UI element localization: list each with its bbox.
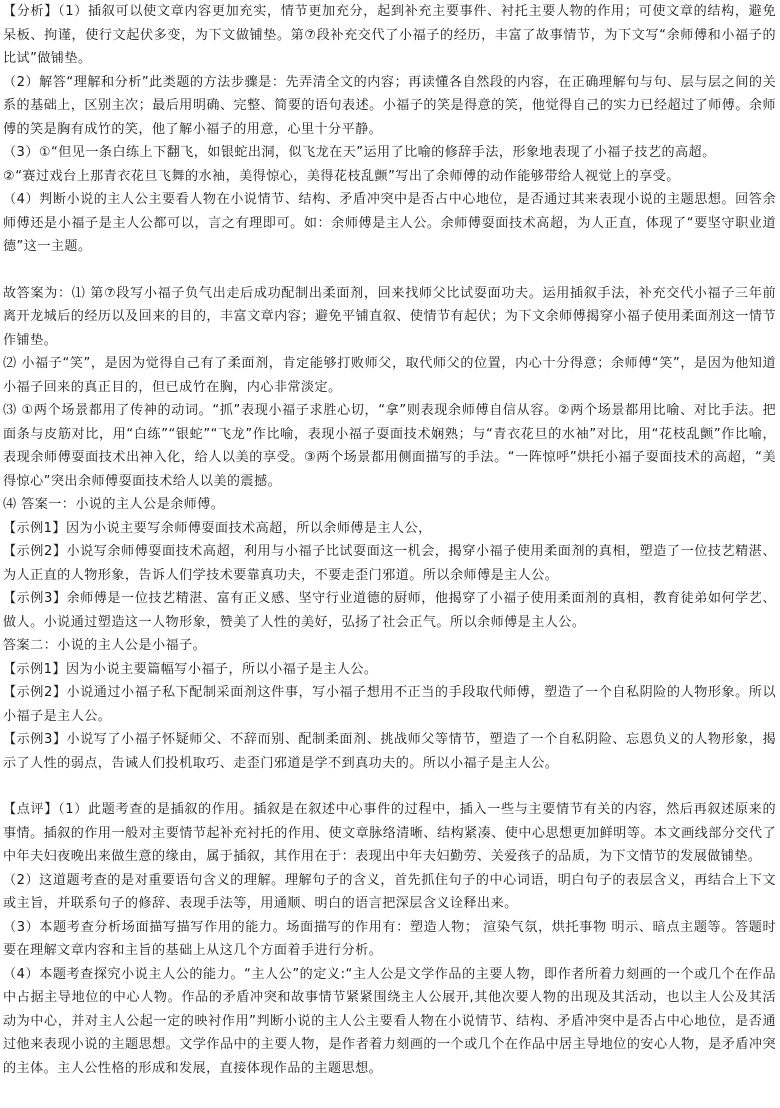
comment-part-3: （3）本题考查分析场面描写描写作用的能力。场面描写的作用有：塑造人物； 渲染气氛，烘托事物 明示、暗点主题等。答题时要在理解文章内容和主旨的基础上从这几个方面着手进行分析。 [3,919,776,958]
analysis-part-3a: （3）①“但见一条白练上下翻飞，如银蛇出洞，似飞龙在天”运用了比喻的修辞手法，形象地表现了小福子技艺的高超。 [3,145,716,160]
answer-part-3: ⑶ ①两个场景都用了传神的动词。“抓”表现小福子求胜心切，“拿”则表现余师傅自信从容。②两个场景都用比喻、对比手法。把面条与皮筋对比，用“白练”“银蛇”“飞龙”作比喻，表现小福子耍面技术娴熟；与“青衣花旦的水袖”对比，用“花枝乱颤”作比喻，表现余师傅耍面技术出神入化，给人以美的享受。③两个场景都用侧面描写的手法。“一阵惊呼”烘托小福子耍面技术的高超，“美得惊心”突出余师傅耍面技术给人以美的震撼。 [3,403,776,489]
option-2-example-1: 【示例1】因为小说主要篇幅写小福子，所以小福子是主人公。 [3,661,378,677]
option-2-example-3: 【示例3】小说写了小福子怀疑师父、不辞而别、配制柔面剂、挑战师父等情节，塑造了一个自私阴险、忘恩负义的人物形象，揭示了人性的弱点，告诫人们投机取巧、走歪门邪道是学不到真功夫的。所以小福子是主人公。 [3,732,776,771]
option-1-example-3: 【示例3】余师傅是一位技艺精湛、富有正义感、坚守行业道德的厨师，他揭穿了小福子使用柔面剂的真相，教育徒弟如何学艺、做人。小说通过塑造这一人物形象，赞美了人性的美好，弘扬了社会正气。所以余师傅是主人公。 [3,591,776,630]
analysis-part-3b: ②“赛过戏台上那青衣花旦飞舞的水袖，美得惊心，美得花枝乱颤”写出了余师傅的动作能够带给人视觉上的享受。 [3,168,680,184]
answer-part-4-option-1: ⑷ 答案一：小说的主人公是余师傅。 [3,497,225,512]
analysis-part-1: 【分析】（1）插叙可以使文章内容更加充实，情节更加充分，起到补充主要事件、衬托主要人物的作用；可使文章的结构，避免呆板、拘谨，使行文起伏多变，为下文做铺垫。第⑦段补充交代了小福子的经历，丰富了故事情节，为下文写“余师傅和小福子的比试”做铺垫。 [3,4,776,66]
section-spacer [3,775,776,798]
comment-part-4: （4）本题考查探究小说主人公的能力。“主人公”的定义:“主人公是文学作品的主要人物，即作者所着力刻画的一个或几个在作品中占据主导地位的中心人物。作品的矛盾冲突和故事情节紧紧围绕主人公展开,其他次要人物的出现及其活动，也以主人公及其活动为中心，并对主人公起一定的映衬作用”判断小说的主人公主要看人物在小说情节、结构、矛盾冲突中是否占中心地位，是否通过他来表现小说的主题思想。文学作品中的主要人物，是作者着力刻画的一个或几个在作品中居主导地位的安心人物，是矛盾冲突的主体。主人公性格的形成和发展，直接体现作品的主题思想。 [3,966,776,1076]
analysis-section [3,0,776,259]
answer-part-4-option-2: 答案二：小说的主人公是小福子。 [3,638,207,653]
analysis-part-2: （2）解答“理解和分析”此类题的方法步骤是：先弄清全文的内容；再读懂各自然段的内容，在正确理解句与句、层与层之间的关系的基础上，区别主次；最后用明确、完整、简要的语句表述。小福子的笑是得意的笑，他觉得自己的实力已经超过了师傅。余师傅的笑是胸有成竹的笑，他了解小福子的用意，心里十分平静。 [3,74,776,137]
comment-part-2: （2）这道题考查的是对重要语句含义的理解。理解句子的含义，首先抓住句子的中心词语，明白句子的表层含义，再结合上下文或主旨，并联系句子的修辞、表现手法等，用通顺、明白的语言把深层含义诠释出来。 [3,872,776,911]
option-1-example-1: 【示例1】因为小说主要写余师傅耍面技术高超，所以余师傅是主人公， [3,520,432,536]
option-2-example-2: 【示例2】小说通过小福子私下配制采面剂这件事，写小福子想用不正当的手段取代师傅，塑造了一个自私阴险的人物形象。所以小福子是主人公。 [3,685,776,724]
answer-part-1: 故答案为：⑴ 第⑦段写小福子负气出走后成功配制出柔面剂，回来找师父比试耍面功夫。运用插叙手法，补充交代小福子三年前离开龙城后的经历以及回来的目的，丰富文章内容；避免平铺直叙、使情节有起伏；为下文余师傅揭穿小福子使用柔面剂这一情节作铺垫。 [3,285,776,348]
comment-part-1: 【点评】（1）此题考查的是插叙的作用。插叙是在叙述中心事件的过程中，插入一些与主要情节有关的内容，然后再叙述原来的事情。插叙的作用一般对主要情节起补充衬托的作用、使文章脉络清晰、结构紧凑、使中心思想更加鲜明等。本文画线部分交代了中年夫妇夜晚出来做生意的缘由，属于插叙，其作用在于：表现出中年夫妇勤劳、关爱孩子的品质，为下文情节的发展做铺垫。 [3,802,776,864]
answer-part-2: ⑵ 小福子“笑”，是因为觉得自己有了柔面剂，肯定能够打败师父，取代师父的位置，内心十分得意；余师傅“笑”，是因为他知道小福子回来的真正目的，但已成竹在胸，内心非常淡定。 [3,356,776,395]
comment-section [3,798,776,1080]
analysis-part-4: （4）判断小说的主人公主要看人物在小说情节、结构、矛盾冲突中是否占中心地位，是否通过其来表现小说的主题思想。回答余师傅还是小福子是主人公都可以，言之有理即可。如：余师傅是主人公。余师傅耍面技术高超，为人正直，体现了“要坚守职业道德”这一主题。 [3,192,776,254]
section-spacer [3,259,776,282]
option-1-example-2: 【示例2】小说写余师傅耍面技术高超，利用与小福子比试耍面这一机会，揭穿小福子使用柔面剂的真相，塑造了一位技艺精湛、为人正直的人物形象，告诉人们学技术要靠真功夫，不要走歪门邪道。所以余师傅是主人公。 [3,544,776,583]
answer-section [3,282,776,776]
